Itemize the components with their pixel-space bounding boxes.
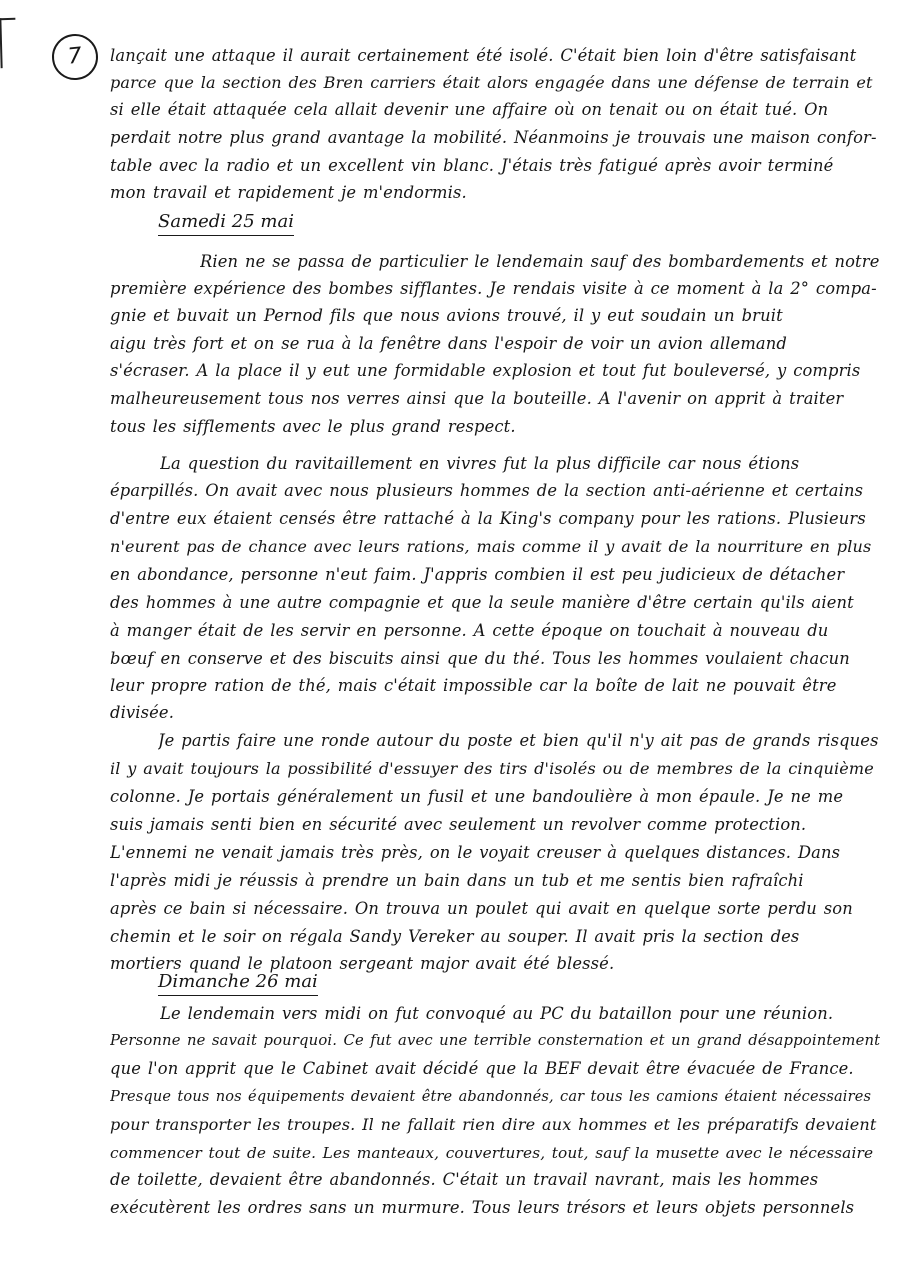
text-line: colonne. Je portais généralement un fusil et une bandoulière à mon épaule. Je ne me [110,787,844,806]
text-line: Je partis faire une ronde autour du poste et bien qu'il n'y ait pas de grands risques [158,731,879,750]
text-line: leur propre ration de thé, mais c'était impossible car la boîte de lait ne pouvait être [110,676,837,695]
text-line: si elle était attaquée cela allait devenir une affaire où on tenait ou on était tué. On [110,100,829,119]
text-line: en abondance, personne n'eut faim. J'appris combien il est peu judicieux de détacher [110,565,845,584]
text-line: n'eurent pas de chance avec leurs rations, mais comme il y avait de la nourriture en plus [110,537,872,556]
text-line: divisée. [110,703,175,722]
text-line: commencer tout de suite. Les manteaux, couvertures, tout, sauf la musette avec le nécessaire [110,1144,874,1162]
text-line: aigu très fort et on se rua à la fenêtre dans l'espoir de voir un avion allemand [110,334,787,353]
text-line: Personne ne savait pourquoi. Ce fut avec une terrible consternation et un grand désappointement [110,1032,880,1049]
date-heading-saturday: Samedi 25 mai [158,210,294,236]
text-line: que l'on apprit que le Cabinet avait décidé que la BEF devait être évacuée de France. [110,1059,854,1078]
text-line: exécutèrent les ordres sans un murmure. Tous leurs trésors et leurs objets personnels [110,1198,855,1217]
text-line: d'entre eux étaient censés être rattaché à la King's company pour les rations. Plusieurs [110,509,866,528]
page-corner-mark [0,18,17,68]
text-line: première expérience des bombes sifflantes. Je rendais visite à ce moment à la 2° compa- [110,279,877,298]
text-line: s'écraser. A la place il y eut une formidable explosion et tout fut bouleversé, y compris [110,361,861,380]
text-line: des hommes à une autre compagnie et que la seule manière d'être certain qu'ils aient [110,593,854,612]
text-line: Rien ne se passa de particulier le lendemain sauf des bombardements et notre [200,252,880,271]
text-line: Le lendemain vers midi on fut convoqué au PC du bataillon pour une réunion. [160,1004,834,1023]
text-line: table avec la radio et un excellent vin blanc. J'étais très fatigué après avoir terminé [110,156,834,175]
text-line: parce que la section des Bren carriers était alors engagée dans une défense de terrain et [110,73,873,92]
text-line: suis jamais senti bien en sécurité avec seulement un revolver comme protection. [110,815,807,834]
text-line: lançait une attaque il aurait certainement été isolé. C'était bien loin d'être satisfaisant [110,46,857,65]
text-line: il y avait toujours la possibilité d'essuyer des tirs d'isolés ou de membres de la cinquième [110,759,874,778]
text-line: bœuf en conserve et des biscuits ainsi que du thé. Tous les hommes voulaient chacun [110,649,850,668]
page-number: 7 [50,32,101,83]
text-line: L'ennemi ne venait jamais très près, on le voyait creuser à quelques distances. Dans [110,843,841,862]
text-line: à manger était de les servir en personne. A cette époque on touchait à nouveau du [110,621,829,640]
text-line: perdait notre plus grand avantage la mobilité. Néanmoins je trouvais une maison confor- [110,128,877,147]
text-line: mortiers quand le platoon sergeant major avait été blessé. [110,954,615,973]
text-line: La question du ravitaillement en vivres fut la plus difficile car nous étions [160,454,800,473]
text-line: Presque tous nos équipements devaient être abandonnés, car tous les camions étaient nécessaires [110,1088,872,1105]
text-line: malheureusement tous nos verres ainsi que la bouteille. A l'avenir on apprit à traiter [110,389,844,408]
text-line: l'après midi je réussis à prendre un bain dans un tub et me sentis bien rafraîchi [110,871,804,890]
text-line: éparpillés. On avait avec nous plusieurs hommes de la section anti-aérienne et certains [110,481,864,500]
text-line: mon travail et rapidement je m'endormis. [110,183,467,202]
date-heading-sunday: Dimanche 26 mai [158,970,318,996]
text-line: après ce bain si nécessaire. On trouva un poulet qui avait en quelque sorte perdu son [110,899,853,918]
text-line: pour transporter les troupes. Il ne fallait rien dire aux hommes et les préparatifs devaient [110,1115,877,1134]
text-line: chemin et le soir on régala Sandy Vereker au souper. Il avait pris la section des [110,927,800,946]
text-line: gnie et buvait un Pernod fils que nous avions trouvé, il y eut soudain un bruit [110,306,783,325]
text-line: de toilette, devaient être abandonnés. C'était un travail navrant, mais les hommes [110,1170,819,1189]
text-line: tous les sifflements avec le plus grand respect. [110,417,516,436]
